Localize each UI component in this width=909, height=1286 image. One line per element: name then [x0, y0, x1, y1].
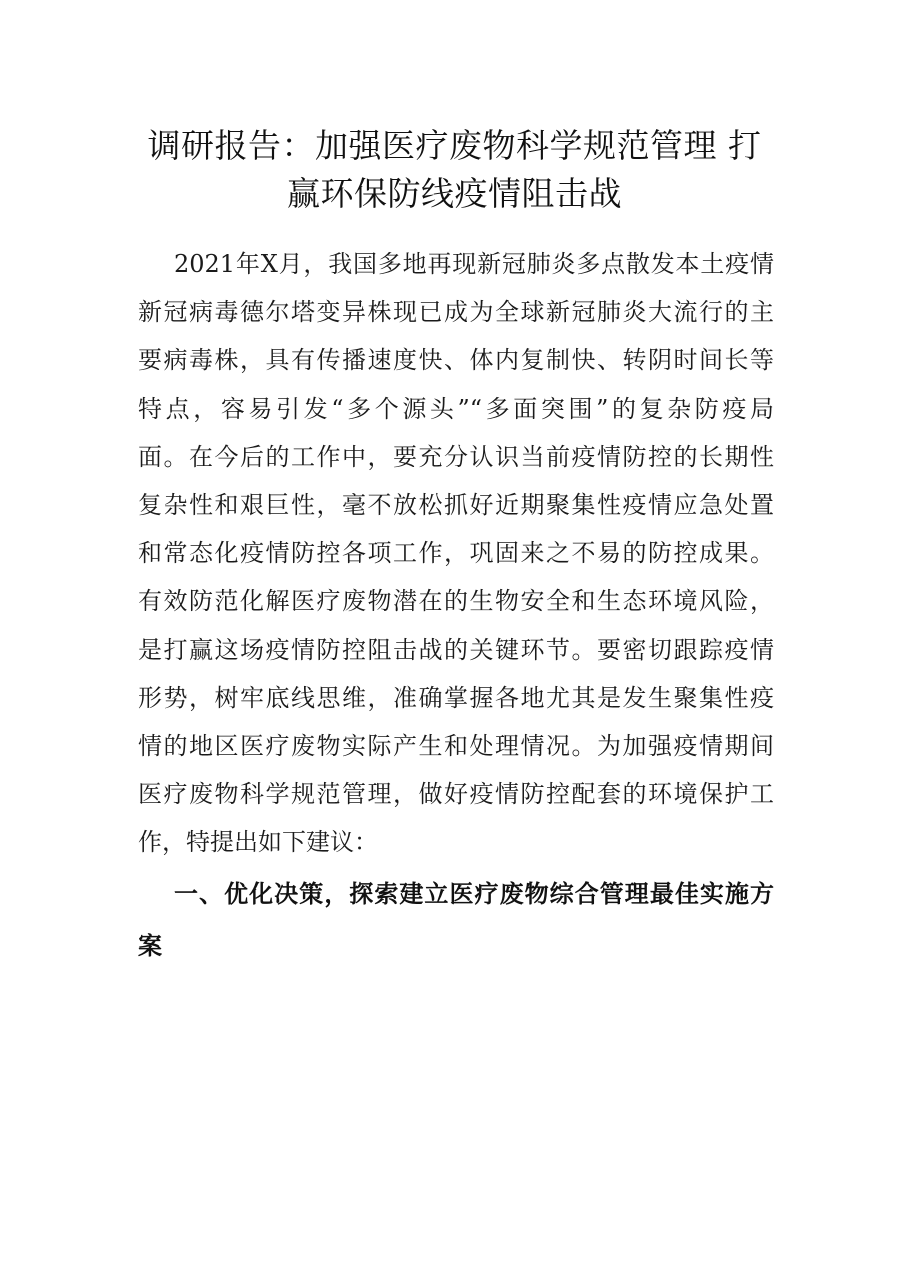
paragraph-line: 医疗废物科学规范管理，做好疫情防控配套的环境保护工 [138, 780, 774, 809]
paragraph-line: 特点，容易引发“多个源头”“多面突围”的复杂防疫局 [138, 394, 774, 423]
paragraph-line: 作，特提出如下建议： [138, 828, 378, 857]
document-title [120, 122, 789, 218]
paragraph-line: 新冠病毒德尔塔变异株现已成为全球新冠肺炎大流行的主 [138, 298, 774, 327]
body-paragraph [138, 240, 774, 866]
paragraph-line: 面。在今后的工作中，要充分认识当前疫情防控的长期性 [138, 442, 774, 471]
paragraph-line: 要病毒株，具有传播速度快、体内复制快、转阴时间长等 [138, 346, 774, 375]
section-heading [138, 868, 774, 972]
paragraph-line: 情的地区医疗废物实际产生和处理情况。为加强疫情期间 [138, 731, 774, 760]
paragraph-line: 形势，树牢底线思维，准确掌握各地尤其是发生聚集性疫 [138, 683, 774, 712]
heading-line: 一、优化决策，探索建立医疗废物综合管理最佳实施方 [174, 880, 774, 908]
title-line: 赢环保防线疫情阻击战 [287, 174, 622, 213]
paragraph-line: 和常态化疫情防控各项工作，巩固来之不易的防控成果。 [138, 539, 774, 568]
paragraph-line: 有效防范化解医疗废物潜在的生物安全和生态环境风险， [138, 587, 774, 616]
paragraph-line: 2021年X月，我国多地再现新冠肺炎多点散发本土疫情 [174, 250, 774, 278]
title-line: 调研报告：加强医疗废物科学规范管理 打 [147, 126, 762, 165]
paragraph-line: 是打赢这场疫情防控阻击战的关键环节。要密切跟踪疫情 [138, 635, 774, 664]
heading-line: 案 [138, 932, 162, 960]
paragraph-line: 复杂性和艰巨性，毫不放松抓好近期聚集性疫情应急处置 [138, 490, 774, 519]
